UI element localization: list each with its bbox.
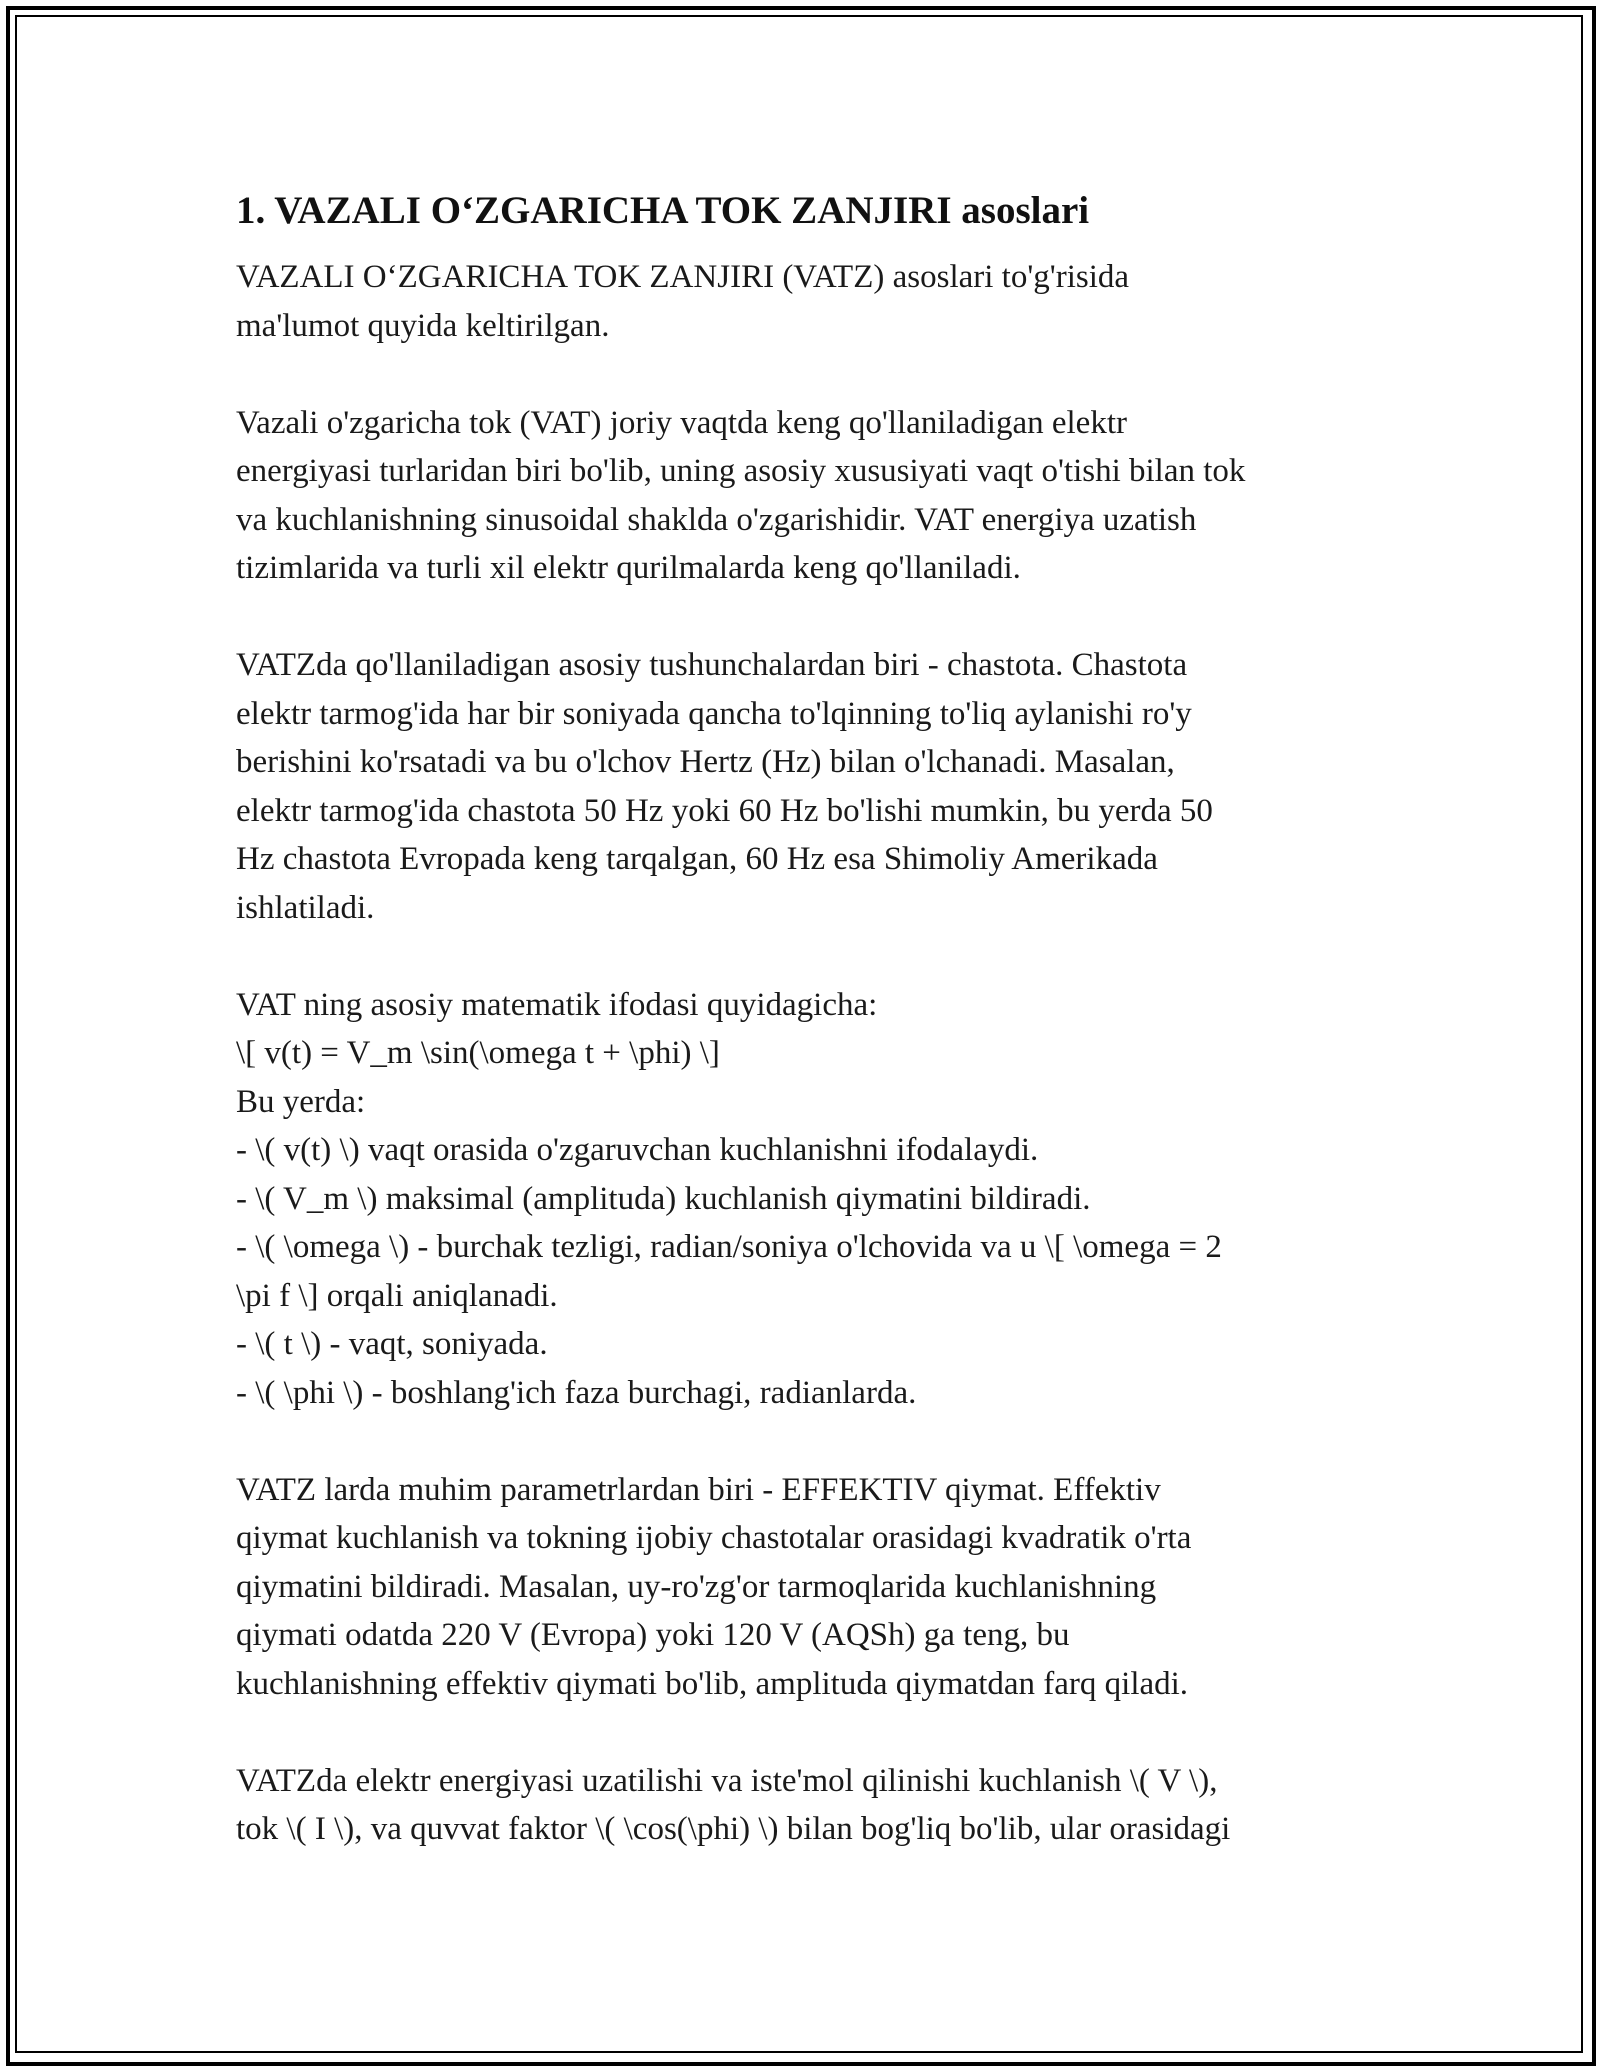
text-line: Vazali o'zgaricha tok (VAT) joriy vaqtda keng qo'llaniladigan elektr (236, 404, 1127, 441)
text-line: VAZALI O‘ZGARICHA TOK ZANJIRI (VATZ) asoslari to'g'risida (236, 259, 1130, 295)
list-item: - \( V_m \) maksimal (amplituda) kuchlanish qiymatini bildiradi. (236, 1180, 1091, 1217)
text-line: energiyasi turlaridan biri bo'lib, uning asosiy xususiyati vaqt o'tishi bilan tok (236, 453, 1246, 489)
text-line: VATZda elektr energiyasi uzatilishi va iste'mol qilinishi kuchlanish \( V \), (236, 1762, 1218, 1799)
document-page (236, 185, 1376, 1902)
text-line: qiymatini bildiradi. Masalan, uy-ro'zg'or tarmoqlarida kuchlanishning (236, 1568, 1157, 1605)
text-line: VATZ larda muhim parametrlardan biri - EFFEKTIV qiymat. Effektiv (236, 1471, 1161, 1508)
text-line: Bu yerda: (236, 1083, 366, 1120)
text-line: berishini ko'rsatadi va bu o'lchov Hertz (Hz) bilan o'lchanadi. Masalan, (236, 744, 1175, 780)
list-item: - \( \phi \) - boshlang'ich faza burchagi, radianlarda. (236, 1374, 917, 1411)
text-line: ma'lumot quyida keltirilgan. (236, 307, 610, 344)
text-line: elektr tarmog'ida har bir soniyada qancha to'lqinning to'liq aylanishi ro'y (236, 695, 1192, 732)
text-line: qiymat kuchlanish va tokning ijobiy chastotalar orasidagi kvadratik o'rta (236, 1520, 1192, 1556)
text-line: VATZda qo'llaniladigan asosiy tushunchalardan biri - chastota. Chastota (236, 647, 1188, 683)
text-line: VAT ning asosiy matematik ifodasi quyidagicha: (236, 986, 878, 1023)
list-item-continuation: \pi f \] orqali aniqlanadi. (236, 1277, 558, 1314)
paragraph-power (236, 1757, 1376, 1854)
paragraph-vat-definition (236, 399, 1376, 593)
paragraph-formula (236, 981, 1376, 1418)
text-line: elektr tarmog'ida chastota 50 Hz yoki 60 Hz bo'lishi mumkin, bu yerda 50 (236, 792, 1213, 829)
text-line: ishlatiladi. (236, 889, 375, 926)
paragraph-effective-value (236, 1466, 1376, 1709)
section-title: 1. VAZALI O‘ZGARICHA TOK ZANJIRI asoslari (236, 189, 1090, 232)
list-item: - \( t \) - vaqt, soniyada. (236, 1326, 548, 1362)
paragraph-frequency (236, 641, 1376, 932)
formula-line: \[ v(t) = V_m \sin(\omega t + \phi) \] (236, 1035, 720, 1071)
text-line: va kuchlanishning sinusoidal shaklda o'zgarishidir. VAT energiya uzatish (236, 501, 1197, 538)
text-line: kuchlanishning effektiv qiymati bo'lib, amplituda qiymatdan farq qiladi. (236, 1665, 1189, 1702)
text-line: Hz chastota Evropada keng tarqalgan, 60 Hz esa Shimoliy Amerikada (236, 841, 1158, 877)
list-item: - \( v(t) \) vaqt orasida o'zgaruvchan kuchlanishni ifodalaydi. (236, 1132, 1039, 1168)
list-item: - \( \omega \) - burchak tezligi, radian/soniya o'lchovida va u \[ \omega = 2 (236, 1229, 1222, 1265)
text-line: tizimlarida va turli xil elektr qurilmalarda keng qo'llaniladi. (236, 550, 1021, 586)
text-line: qiymati odatda 220 V (Evropa) yoki 120 V (AQSh) ga teng, bu (236, 1617, 1070, 1653)
paragraph-intro (236, 253, 1376, 350)
text-line: tok \( I \), va quvvat faktor \( \cos(\phi) \) bilan bog'liq bo'lib, ular orasidagi (236, 1811, 1231, 1847)
